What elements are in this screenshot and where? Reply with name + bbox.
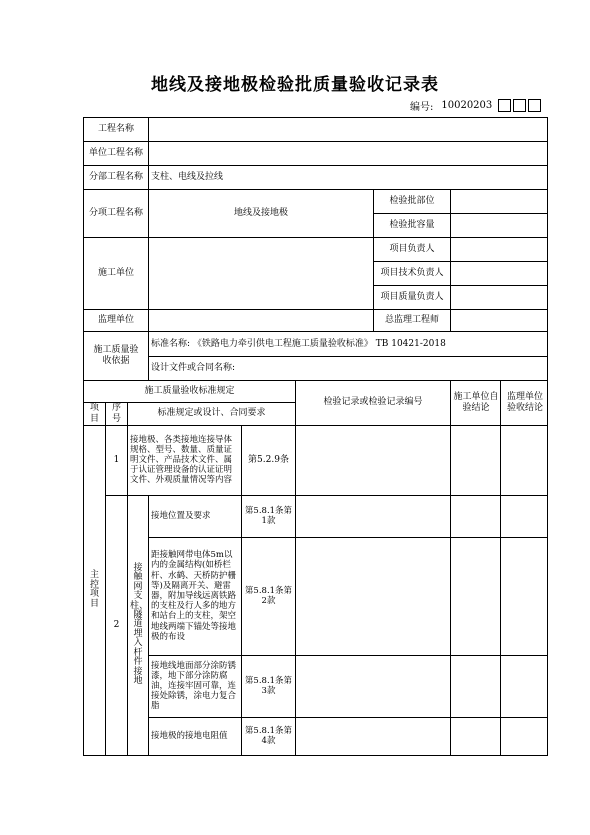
seq-1: 1 — [106, 425, 128, 495]
sub-item-1-supervisor-check[interactable] — [501, 495, 548, 537]
sub-item-1-clause: 第5.8.1条第1款 — [242, 495, 296, 537]
code-box-1[interactable] — [498, 99, 511, 112]
quality-leader-label: 项目质量负责人 — [374, 286, 451, 310]
code-line — [410, 98, 541, 113]
page-title: 地线及接地极检验批质量验收记录表 — [151, 75, 439, 95]
subitem-project-value: 地线及接地极 — [149, 190, 374, 238]
sub-item-4-supervisor-check[interactable] — [501, 717, 548, 755]
construction-unit-field[interactable] — [149, 238, 374, 310]
construction-unit-label: 施工单位 — [84, 238, 149, 310]
item1-requirement: 接地极、各类接地连接导体规格、型号、数量、质量证明文件、产品技术文件、属于认证管理设备的认证证明文件、外观质量情况等内容 — [128, 425, 242, 495]
supervisor-check-header-text: 监理单位验收结论 — [506, 392, 543, 413]
batch-capacity-label: 检验批容量 — [374, 214, 451, 238]
sub-item-4-clause: 第5.8.1条第4款 — [242, 717, 296, 755]
batch-part-field[interactable] — [451, 190, 548, 214]
supervisor-check-header — [501, 381, 548, 426]
code-value: 10020203 — [441, 100, 493, 111]
self-check-header-text: 施工单位自验结论 — [453, 392, 499, 413]
sub-label — [128, 495, 149, 755]
division-project-label: 分部工程名称 — [84, 166, 149, 190]
project-leader-label: 项目负责人 — [374, 238, 451, 262]
subitem-project-label: 分项工程名称 — [84, 190, 149, 238]
main-items-category-text: 主控项目 — [89, 570, 99, 609]
code-label: 编号: — [410, 102, 434, 113]
project-leader-field[interactable] — [451, 238, 548, 262]
self-check-header — [451, 381, 501, 426]
unit-project-field[interactable] — [149, 142, 548, 166]
standard-name: 标准名称: 《铁路电力牵引供电工程施工质量验收标准》 TB 10421-2018 — [149, 332, 548, 357]
chief-supervisor-field[interactable] — [451, 310, 548, 332]
project-name-field[interactable] — [149, 118, 548, 142]
basis-label-text: 施工质量验收依据 — [93, 345, 139, 366]
division-project-value: 支柱、电线及拉线 — [149, 166, 548, 190]
seq-header: 序号 — [106, 403, 128, 426]
sub-item-3-record[interactable] — [296, 655, 451, 717]
inspection-record-table — [83, 117, 548, 756]
sub-item-2-record[interactable] — [296, 537, 451, 655]
sub-item-1-record[interactable] — [296, 495, 451, 537]
batch-capacity-field[interactable] — [451, 214, 548, 238]
item-header: 项目 — [84, 403, 106, 426]
sub-item-4-record[interactable] — [296, 717, 451, 755]
tech-leader-field[interactable] — [451, 262, 548, 286]
seq-2: 2 — [106, 495, 128, 755]
sub-item-3-supervisor-check[interactable] — [501, 655, 548, 717]
supervision-unit-field[interactable] — [149, 310, 374, 332]
sub-item-2-supervisor-check[interactable] — [501, 537, 548, 655]
sub-item-3-self-check[interactable] — [451, 655, 501, 717]
spec-header: 施工质量验收标准规定 — [84, 381, 296, 403]
quality-leader-field[interactable] — [451, 286, 548, 310]
sub-item-4-self-check[interactable] — [451, 717, 501, 755]
sub-item-3-clause: 第5.8.1条第3款 — [242, 655, 296, 717]
design-docs: 设计文件或合同名称: — [149, 357, 548, 381]
item1-self-check[interactable] — [451, 425, 501, 495]
requirement-header: 标准规定或设计、合同要求 — [128, 403, 296, 426]
sub-item-2-clause: 第5.8.1条第2款 — [242, 537, 296, 655]
item1-record[interactable] — [296, 425, 451, 495]
item1-supervisor-check[interactable] — [501, 425, 548, 495]
sub-item-1-self-check[interactable] — [451, 495, 501, 537]
main-items-category — [84, 425, 106, 755]
sub-item-2-self-check[interactable] — [451, 537, 501, 655]
sub-item-4-text: 接地极的接地电阻值 — [149, 717, 242, 755]
sub-item-2-text: 距接触网带电体5m以内的金属结构(如桥栏杆、水鹤、天桥防护栅等)及隔离开关、避雷器，附加导线远离铁路的支柱及行人多的地方和站台上的支柱，架空地线两端下锚处等接地极的布设 — [149, 537, 242, 655]
code-box-3[interactable] — [528, 99, 541, 112]
item1-clause: 第5.2.9条 — [242, 425, 296, 495]
sub-item-3-text: 接地线地面部分涂防锈漆，地下部分涂防腐油，连接牢固可靠，连接处除锈，涂电力复合脂 — [149, 655, 242, 717]
unit-project-label: 单位工程名称 — [84, 142, 149, 166]
tech-leader-label: 项目技术负责人 — [374, 262, 451, 286]
basis-label — [84, 332, 149, 381]
code-box-2[interactable] — [513, 99, 526, 112]
supervision-unit-label: 监理单位 — [84, 310, 149, 332]
record-header: 检验记录或检验记录编号 — [296, 381, 451, 426]
batch-part-label: 检验批部位 — [374, 190, 451, 214]
project-name-label: 工程名称 — [84, 118, 149, 142]
sub-label-text: 接触网支柱、隧道埋入杆件接地 — [130, 562, 149, 686]
sub-item-1-text: 接地位置及要求 — [149, 495, 242, 537]
chief-supervisor-label: 总监理工程师 — [374, 310, 451, 332]
